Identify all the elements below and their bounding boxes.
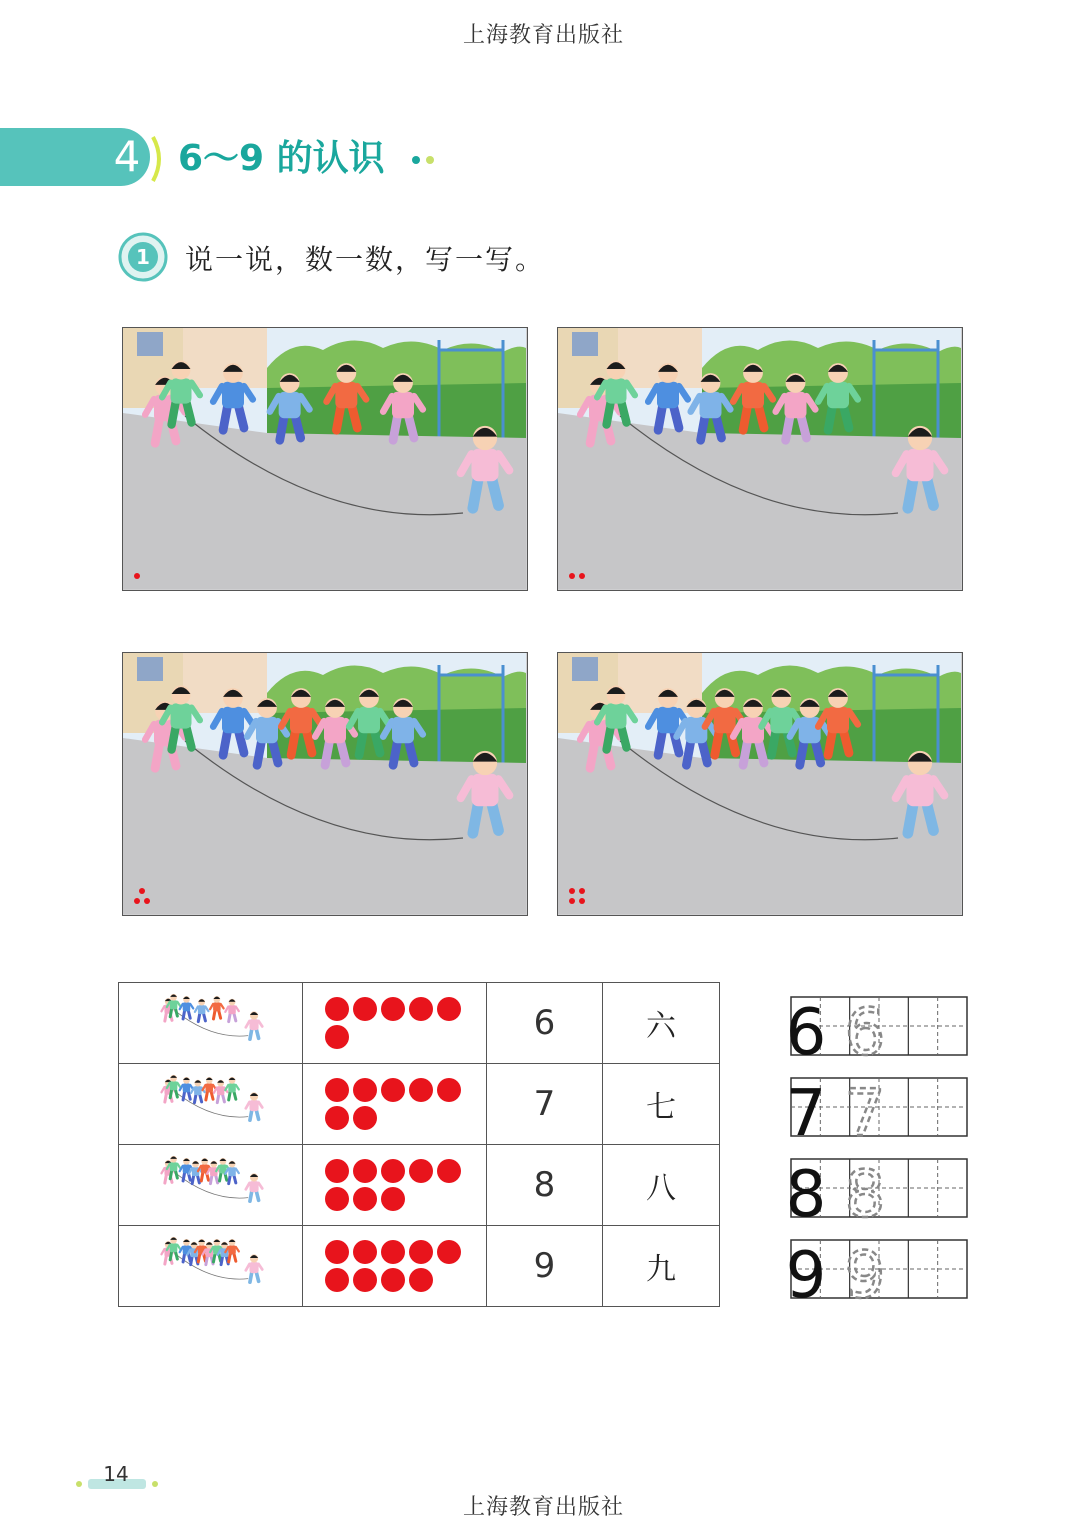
table-row <box>119 1145 720 1226</box>
scene-7-jumpers <box>557 327 963 591</box>
trace-digit: 7 <box>844 1077 886 1151</box>
scene-thumbnail <box>141 1229 281 1299</box>
count-dot <box>381 1268 405 1292</box>
publisher-header: 上海教育出版社 <box>462 23 624 48</box>
dice-dot <box>134 898 140 904</box>
thumbnail-cell <box>119 983 303 1064</box>
scene-svg <box>558 328 961 589</box>
count-dot <box>409 997 433 1021</box>
model-digit: 9 <box>785 1239 827 1313</box>
chinese-numeral-cell: 九 <box>603 1226 720 1307</box>
writing-grid[interactable] <box>785 996 968 1070</box>
dots-cell <box>303 1145 487 1226</box>
dice-dot <box>579 573 585 579</box>
thumbnail-cell <box>119 1226 303 1307</box>
dice-dot <box>569 573 575 579</box>
count-dot <box>325 1025 349 1049</box>
trace-digit: 6 <box>844 996 886 1070</box>
writing-grid[interactable] <box>785 1158 968 1232</box>
scene-thumbnail <box>141 1148 281 1218</box>
thumbnail-cell <box>119 1145 303 1226</box>
count-dot <box>353 1106 377 1130</box>
section-arc-icon <box>150 134 166 184</box>
table-row <box>119 1064 720 1145</box>
count-dot <box>353 1268 377 1292</box>
count-dot <box>381 1078 405 1102</box>
chinese-numeral-cell: 六 <box>603 983 720 1064</box>
section-number: 4 <box>113 132 141 181</box>
count-dot <box>381 1240 405 1264</box>
count-dot <box>353 997 377 1021</box>
numeral-cell: 7 <box>487 1064 603 1145</box>
dice-dot <box>144 898 150 904</box>
count-dot <box>437 1240 461 1264</box>
chinese-numeral-cell: 七 <box>603 1064 720 1145</box>
count-dot <box>381 1159 405 1183</box>
writing-grid[interactable] <box>785 1239 968 1313</box>
footer-dot-right <box>152 1481 158 1487</box>
task-number-badge <box>118 232 168 282</box>
count-dot <box>381 1187 405 1211</box>
numeral-cell: 6 <box>487 983 603 1064</box>
count-dot <box>437 997 461 1021</box>
count-dot <box>409 1240 433 1264</box>
count-dot <box>325 1159 349 1183</box>
count-dot <box>409 1268 433 1292</box>
chinese-numeral-cell: 八 <box>603 1145 720 1226</box>
table-row <box>119 983 720 1064</box>
page-number: 14 <box>103 1462 129 1486</box>
dice-dot <box>579 898 585 904</box>
dice-dot <box>134 573 140 579</box>
count-dot <box>353 1240 377 1264</box>
model-digit: 8 <box>785 1158 827 1232</box>
dice-dot <box>139 888 145 894</box>
count-dot <box>353 1078 377 1102</box>
dots-cell <box>303 1226 487 1307</box>
dots-cell <box>303 983 487 1064</box>
count-dot <box>325 1106 349 1130</box>
model-digit: 7 <box>785 1077 827 1151</box>
writing-grid[interactable] <box>785 1077 968 1151</box>
scene-svg <box>123 328 526 589</box>
count-dot <box>409 1159 433 1183</box>
numeral-cell: 8 <box>487 1145 603 1226</box>
count-dot <box>325 1187 349 1211</box>
table-row <box>119 1226 720 1307</box>
publisher-footer: 上海教育出版社 <box>462 1495 624 1520</box>
count-dot <box>325 997 349 1021</box>
dice-dot <box>579 888 585 894</box>
scene-9-jumpers <box>557 652 963 916</box>
title-dots-icon <box>410 153 440 167</box>
dice-dot <box>569 888 575 894</box>
count-dot <box>409 1078 433 1102</box>
scene-svg <box>558 653 961 914</box>
scene-8-jumpers <box>122 652 528 916</box>
count-dot <box>325 1078 349 1102</box>
dice-dot <box>569 898 575 904</box>
count-dot <box>381 997 405 1021</box>
section-title: 6～9 的认识 <box>178 138 385 179</box>
task-number: 1 <box>136 245 150 269</box>
model-digit: 6 <box>785 996 827 1070</box>
trace-digit: 9 <box>844 1239 886 1313</box>
count-dot <box>437 1078 461 1102</box>
count-dot <box>353 1187 377 1211</box>
count-dot <box>325 1240 349 1264</box>
scene-thumbnail <box>141 1067 281 1137</box>
footer-dot-left <box>76 1481 82 1487</box>
scene-thumbnail <box>141 986 281 1056</box>
trace-digit: 8 <box>844 1158 886 1232</box>
numeral-cell: 9 <box>487 1226 603 1307</box>
count-dot <box>353 1159 377 1183</box>
count-dot <box>325 1268 349 1292</box>
counting-table <box>118 982 720 1307</box>
count-dot <box>437 1159 461 1183</box>
dots-cell <box>303 1064 487 1145</box>
thumbnail-cell <box>119 1064 303 1145</box>
scene-6-jumpers <box>122 327 528 591</box>
task-instruction: 说一说，数一数，写一写。 <box>185 243 546 276</box>
scene-svg <box>123 653 526 914</box>
